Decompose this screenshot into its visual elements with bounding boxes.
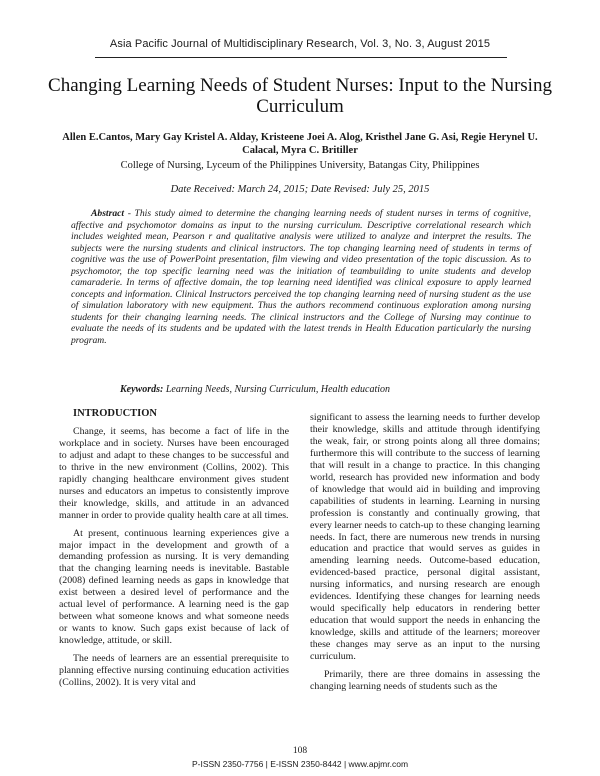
body-paragraph: At present, continuous learning experiences give a major impact in the development and growth of a demanding profession as nursing. It is very demanding that the changing learning needs is inevitable. Bastable (2008) defined learning needs as gaps in knowledge that exist between a desired level of performance and the actual level of performance. A learning need is the gap between what someone knows and what someone needs or wants to know. Such gaps exist because of lack of knowledge, attitude, or skill. <box>59 527 289 647</box>
journal-header: Asia Pacific Journal of Multidisciplinary Research, Vol. 3, No. 3, August 2015 <box>109 38 491 50</box>
page-number: 108 <box>292 746 308 756</box>
abstract <box>71 208 531 347</box>
header-divider <box>95 57 507 58</box>
body-paragraph: Change, it seems, has become a fact of life in the workplace and in society. Nurses have been encouraged to adjust and adapt to these changes to be successful and to thrive in the new environment (Collins, 2002). This rapidly changing healthcare environment gives student nurses and educators an impetus to consistently improve their knowledge, skills, and attitude in an advanced manner in order to provide quality health care at all times. <box>59 425 289 521</box>
author-list: Allen E.Cantos, Mary Gay Kristel A. Alday, Kristeene Joei A. Alog, Kristhel Jane G. Asi, Regie Herynel U. Calacal, Myra C. Britiller <box>62 132 538 156</box>
abstract-label: Abstract <box>91 208 125 219</box>
keywords <box>120 384 520 395</box>
keywords-list: Learning Needs, Nursing Curriculum, Health education <box>163 384 391 395</box>
body-paragraph: significant to assess the learning needs to further develop their knowledge, skills and attitude through identifying the weak, fair, or strong points along all three domains; furthermore this will contribute to the success of learning that will result in a change to practice. In this changing world, research has provided new information and body of knowledge that would aid in building and improving capabilities of students in learning. Learning in nursing profession is constantly and continually growing, that every learner needs to catch-up to these changing learning needs. In fact, there are numerous new trends in nursing education and practice that would serves as guides in amending learning needs. Outcome-based education, evidenced-based practice, personal digital assistant, nursing informatics, and nursing research are enough evidences. Identifying these changes for learning needs would specifically help educators in rendering better education that would support the needs in enhancing the knowledge, skills and attitude of the learners; moreover these changes may serve as an input to the nursing curriculum. <box>310 412 540 663</box>
keywords-label: Keywords: <box>120 384 164 395</box>
article-title: Changing Learning Needs of Student Nurses: Input to the Nursing Curriculum <box>48 75 552 117</box>
submission-dates: Date Received: March 24, 2015; Date Revised: July 25, 2015 <box>170 184 430 195</box>
author-affiliation: College of Nursing, Lyceum of the Philippines University, Batangas City, Philippines <box>120 160 480 171</box>
issn-footer: P-ISSN 2350-7756 | E-ISSN 2350-8442 | www.apjmr.com <box>191 759 409 769</box>
right-column <box>310 412 540 699</box>
introduction-heading: INTRODUCTION <box>73 408 158 419</box>
abstract-text: - This study aimed to determine the changing learning needs of student nurses in terms of cognitive, affective and psychomotor domains as input to the nursing curriculum. Descriptive correlational research which includes weighted mean, Pearson r and qualitative analysis were utilized to analyze and interpret the results. The subjects were the nursing students and clinical instructors. The top changing learning need of students in terms of cognitive was the use of PowerPoint presentation, film viewing and video presentation of the topic discussion. As to psychomotor, the top specific learning need was the initiation of teambuilding to unite students and develop camaraderie. In terms of affective domain, the top learning need identified was clinical exposure to apply learned concepts and information. Clinical Instructors perceived the top changing learning need of nursing student as the use of simulation laboratory with new equipment. Thus the authors recommend continuous exploration among nursing students for their changing learning needs. The clinical instructors and the College of Nursing may continue to evaluate the needs of its students and be updated with the latest trends in Health Education particularly the nursing program. <box>71 208 531 347</box>
body-paragraph: Primarily, there are three domains in assessing the changing learning needs of students such as the <box>310 669 540 692</box>
body-paragraph: The needs of learners are an essential prerequisite to planning effective nursing continuing education activities (Collins, 2002). It is very vital and <box>59 653 289 689</box>
left-column <box>59 408 289 695</box>
